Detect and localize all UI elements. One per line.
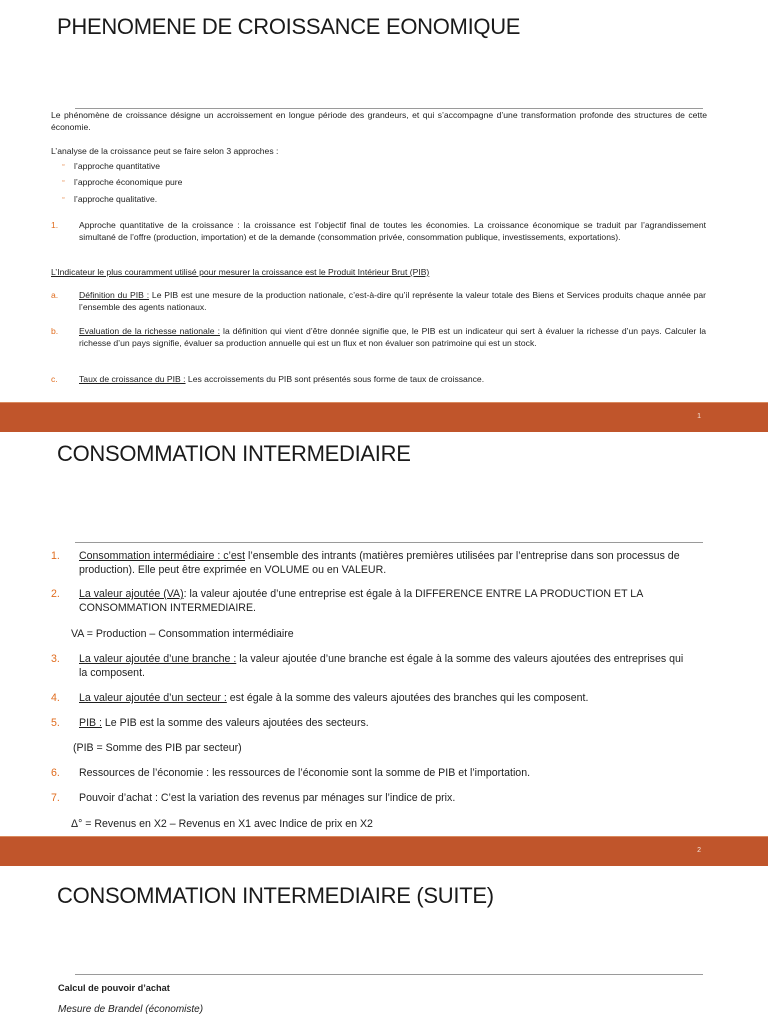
item-text: est égale à la somme des valeurs ajoutées des branches qui les composent.: [226, 692, 589, 704]
slide-title: PHENOMENE DE CROISSANCE EONOMIQUE: [57, 14, 521, 39]
quantitative-approach-text: Approche quantitative de la croissance : la croissance est l’objectif final de toutes les économies. La croissance économique se traduit par l’agrandissement simultané de l’offre (production, importation) et de la demande (consommation privée, consommation publique, investissements, exportations).: [79, 220, 706, 242]
item-text: l’ensemble des intrants (matières premières utilisées par l’entreprise dans son processus de production). Elle peut être exprimée en VOLUME ou en VALEUR.: [79, 550, 680, 576]
bullet-item: l’approche économique pure: [74, 177, 183, 187]
va-formula: VA = Production – Consommation intermédiaire: [71, 628, 294, 640]
slide-title: CONSOMMATION INTERMEDIAIRE (SUITE): [57, 883, 494, 908]
bullet-icon: ▫: [62, 162, 65, 169]
list-number: 5.: [51, 717, 60, 729]
slide-footer-band: [0, 402, 768, 432]
slide-1: [0, 0, 768, 402]
item-label: PIB :: [79, 717, 102, 729]
list-letter: c.: [51, 374, 58, 384]
item-label: La valeur ajoutée d’une branche :: [79, 653, 237, 665]
sector-value-added-item: [79, 691, 694, 705]
analysis-text: L’analyse de la croissance peut se faire selon 3 approches :: [51, 146, 279, 156]
bullet-item: l’approche qualitative.: [74, 194, 158, 204]
list-number: 2.: [51, 588, 60, 600]
list-number: 6.: [51, 767, 60, 779]
bullet-icon: ▫: [62, 178, 65, 185]
slide-3: [0, 866, 768, 1024]
item-label: La valeur ajoutée (VA): [79, 588, 184, 600]
bullet-item: l’approche quantitative: [74, 161, 160, 171]
resources-item: Ressources de l’économie : les ressources de l’économie sont la somme de PIB et l’importation.: [79, 767, 531, 779]
intermediate-consumption-item: [79, 549, 694, 577]
title-divider: [75, 974, 703, 975]
list-letter: b.: [51, 326, 59, 336]
brandel-measure: Mesure de Brandel (économiste): [58, 1004, 204, 1015]
title-divider: [75, 108, 703, 109]
pib-item: [79, 716, 694, 730]
growth-rate: [79, 374, 706, 386]
page-number: 1: [697, 413, 701, 420]
item-text: : la valeur ajoutée d’une entreprise est égale à la DIFFERENCE ENTRE LA PRODUCTION ET LA CONSOMMATION INTERMEDIAIRE.: [79, 588, 643, 614]
list-number: 7.: [51, 792, 60, 804]
national-wealth: [79, 326, 706, 349]
branch-value-added-item: [79, 652, 694, 680]
national-wealth-text: la définition qui vient d’être donnée signifie que, le PIB est un indicateur qui sert à évaluer la richesse d’un pays. Calculer la richesse d’un pays signifie, évaluer sa production annuelle qui est un flux et non évaluer son patrimoine qui est un stock.: [79, 326, 707, 348]
growth-rate-text: Les accroissements du PIB sont présentés sous forme de taux de croissance.: [185, 374, 485, 384]
pib-definition: [79, 290, 706, 313]
item-text: Le PIB est la somme des valeurs ajoutées des secteurs.: [101, 717, 369, 729]
pib-definition-label: Définition du PIB :: [79, 290, 150, 300]
list-number: 1.: [51, 220, 59, 230]
indicator-heading: L’Indicateur le plus couramment utilisé pour mesurer la croissance est le Produit Intérieur Brut (PIB): [51, 267, 430, 277]
slide-title: CONSOMMATION INTERMEDIAIRE: [57, 441, 411, 466]
list-number: 4.: [51, 692, 60, 704]
calculation-heading: Calcul de pouvoir d’achat: [58, 983, 170, 993]
purchasing-power-formula: Δ° = Revenus en X2 – Revenus en X1 avec Indice de prix en X2: [71, 818, 373, 830]
slide-footer-band: [0, 836, 768, 866]
pib-note: (PIB = Somme des PIB par secteur): [73, 742, 242, 754]
list-letter: a.: [51, 290, 59, 300]
value-added-item: [79, 587, 694, 615]
list-number: 1.: [51, 550, 60, 562]
growth-rate-label: Taux de croissance du PIB :: [79, 374, 186, 384]
title-divider: [75, 542, 703, 543]
national-wealth-label: Evaluation de la richesse nationale :: [79, 326, 220, 336]
intro-paragraph: Le phénomène de croissance désigne un accroissement en longue période des grandeurs, et qui s’accompagne d’une transformation profonde des structures de cette économie.: [51, 110, 707, 132]
pib-definition-text: Le PIB est une mesure de la production nationale, c’est-à-dire qu’il représente la valeur totale des Biens et Services produits chaque année par l’ensemble des agents nationaux.: [79, 290, 707, 312]
purchasing-power-item: Pouvoir d’achat : C’est la variation des revenus par ménages sur l’indice de prix.: [79, 792, 456, 804]
slide-2: [0, 432, 768, 836]
bullet-icon: ▫: [62, 195, 65, 202]
item-label: Consommation intermédiaire : c’est: [79, 550, 246, 562]
list-number: 3.: [51, 653, 60, 665]
item-text: la valeur ajoutée d’une branche est égale à la somme des valeurs ajoutées des entreprises qui la composent.: [79, 653, 684, 679]
item-label: La valeur ajoutée d’un secteur :: [79, 692, 227, 704]
page-number: 2: [697, 847, 701, 854]
